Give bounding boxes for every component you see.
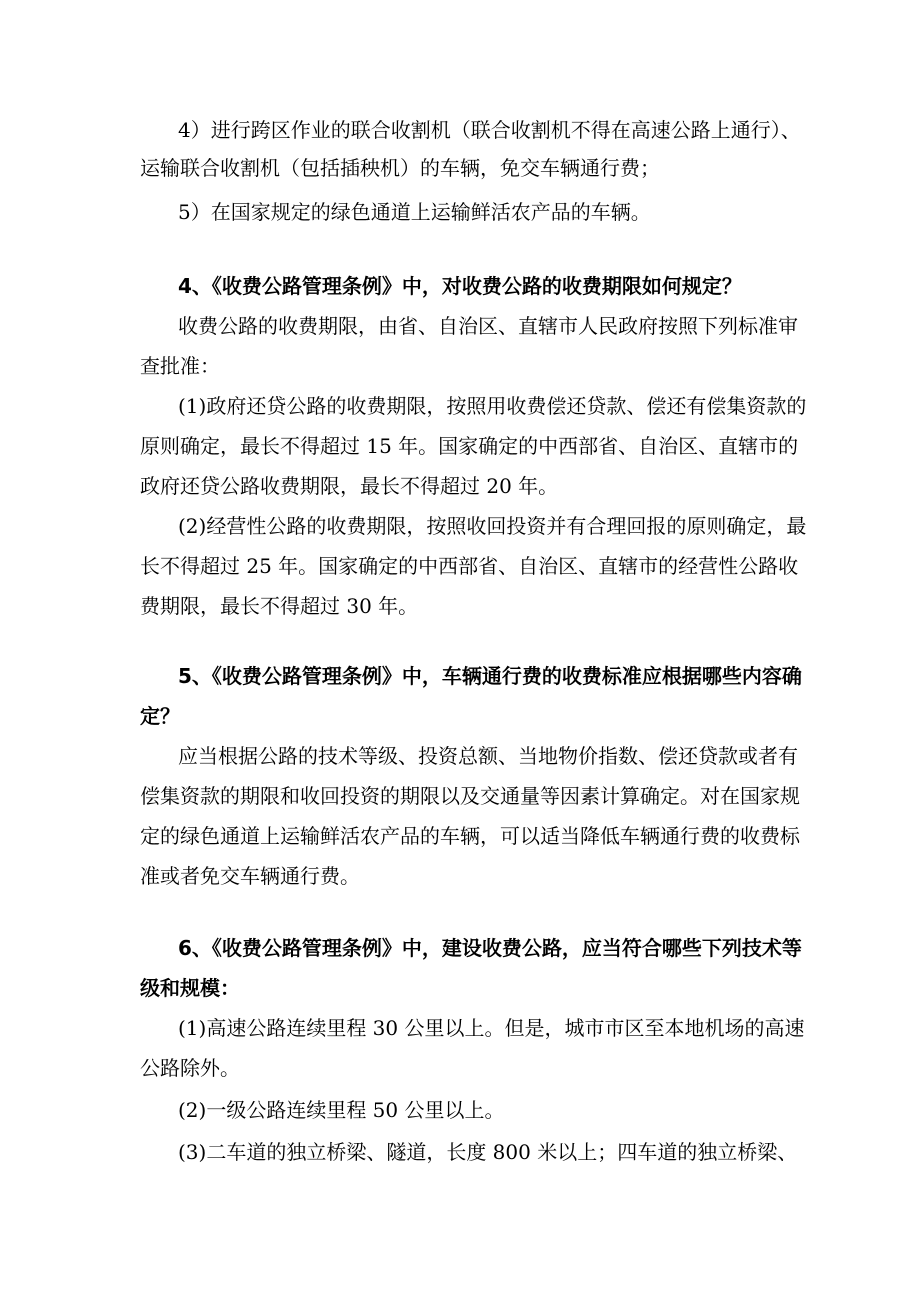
question-heading: 4、《收费公路管理条例》中，对收费公路的收费期限如何规定？ [178, 274, 742, 298]
paragraph-line: 偿集资款的期限和收回投资的期限以及交通量等因素计算确定。对在国家规 [140, 784, 800, 808]
paragraph-line: 公路除外。 [140, 1056, 240, 1080]
paragraph-line: 费期限，最长不得超过 30 年。 [140, 594, 419, 618]
question-heading: 定？ [140, 704, 180, 728]
paragraph-line: 应当根据公路的技术等级、投资总额、当地物价指数、偿还贷款或者有 [178, 744, 798, 768]
paragraph-line: 运输联合收割机（包括插秧机）的车辆，免交车辆通行费； [140, 156, 660, 180]
question-heading: 6、《收费公路管理条例》中，建设收费公路，应当符合哪些下列技术等 [178, 936, 802, 960]
question-heading: 级和规模： [140, 976, 240, 1000]
paragraph-line: 政府还贷公路收费期限，最长不得超过 20 年。 [140, 474, 559, 498]
paragraph-line: 准或者免交车辆通行费。 [140, 864, 360, 888]
paragraph-line: 4）进行跨区作业的联合收割机（联合收割机不得在高速公路上通行）、 [178, 118, 801, 142]
paragraph-line: (1)政府还贷公路的收费期限，按照用收费偿还贷款、偿还有偿集资款的 [178, 394, 807, 418]
paragraph-line: (3)二车道的独立桥梁、隧道，长度 800 米以上；四车道的独立桥梁、 [178, 1140, 798, 1164]
paragraph-line: (2)一级公路连续里程 50 公里以上。 [178, 1098, 505, 1122]
paragraph-line: 查批准： [140, 354, 220, 378]
paragraph-line: 原则确定，最长不得超过 15 年。国家确定的中西部省、自治区、直辖市的 [140, 434, 799, 458]
paragraph-line: 5）在国家规定的绿色通道上运输鲜活农产品的车辆。 [178, 200, 651, 224]
paragraph-line: (2)经营性公路的收费期限，按照收回投资并有合理回报的原则确定，最 [178, 514, 807, 538]
paragraph-line: 长不得超过 25 年。国家确定的中西部省、自治区、直辖市的经营性公路收 [140, 554, 799, 578]
paragraph-line: 定的绿色通道上运输鲜活农产品的车辆，可以适当降低车辆通行费的收费标 [140, 824, 800, 848]
paragraph-line: 收费公路的收费期限，由省、自治区、直辖市人民政府按照下列标准审 [178, 314, 798, 338]
question-heading: 5、《收费公路管理条例》中，车辆通行费的收费标准应根据哪些内容确 [178, 664, 802, 688]
paragraph-line: (1)高速公路连续里程 30 公里以上。但是，城市市区至本地机场的高速 [178, 1016, 805, 1040]
